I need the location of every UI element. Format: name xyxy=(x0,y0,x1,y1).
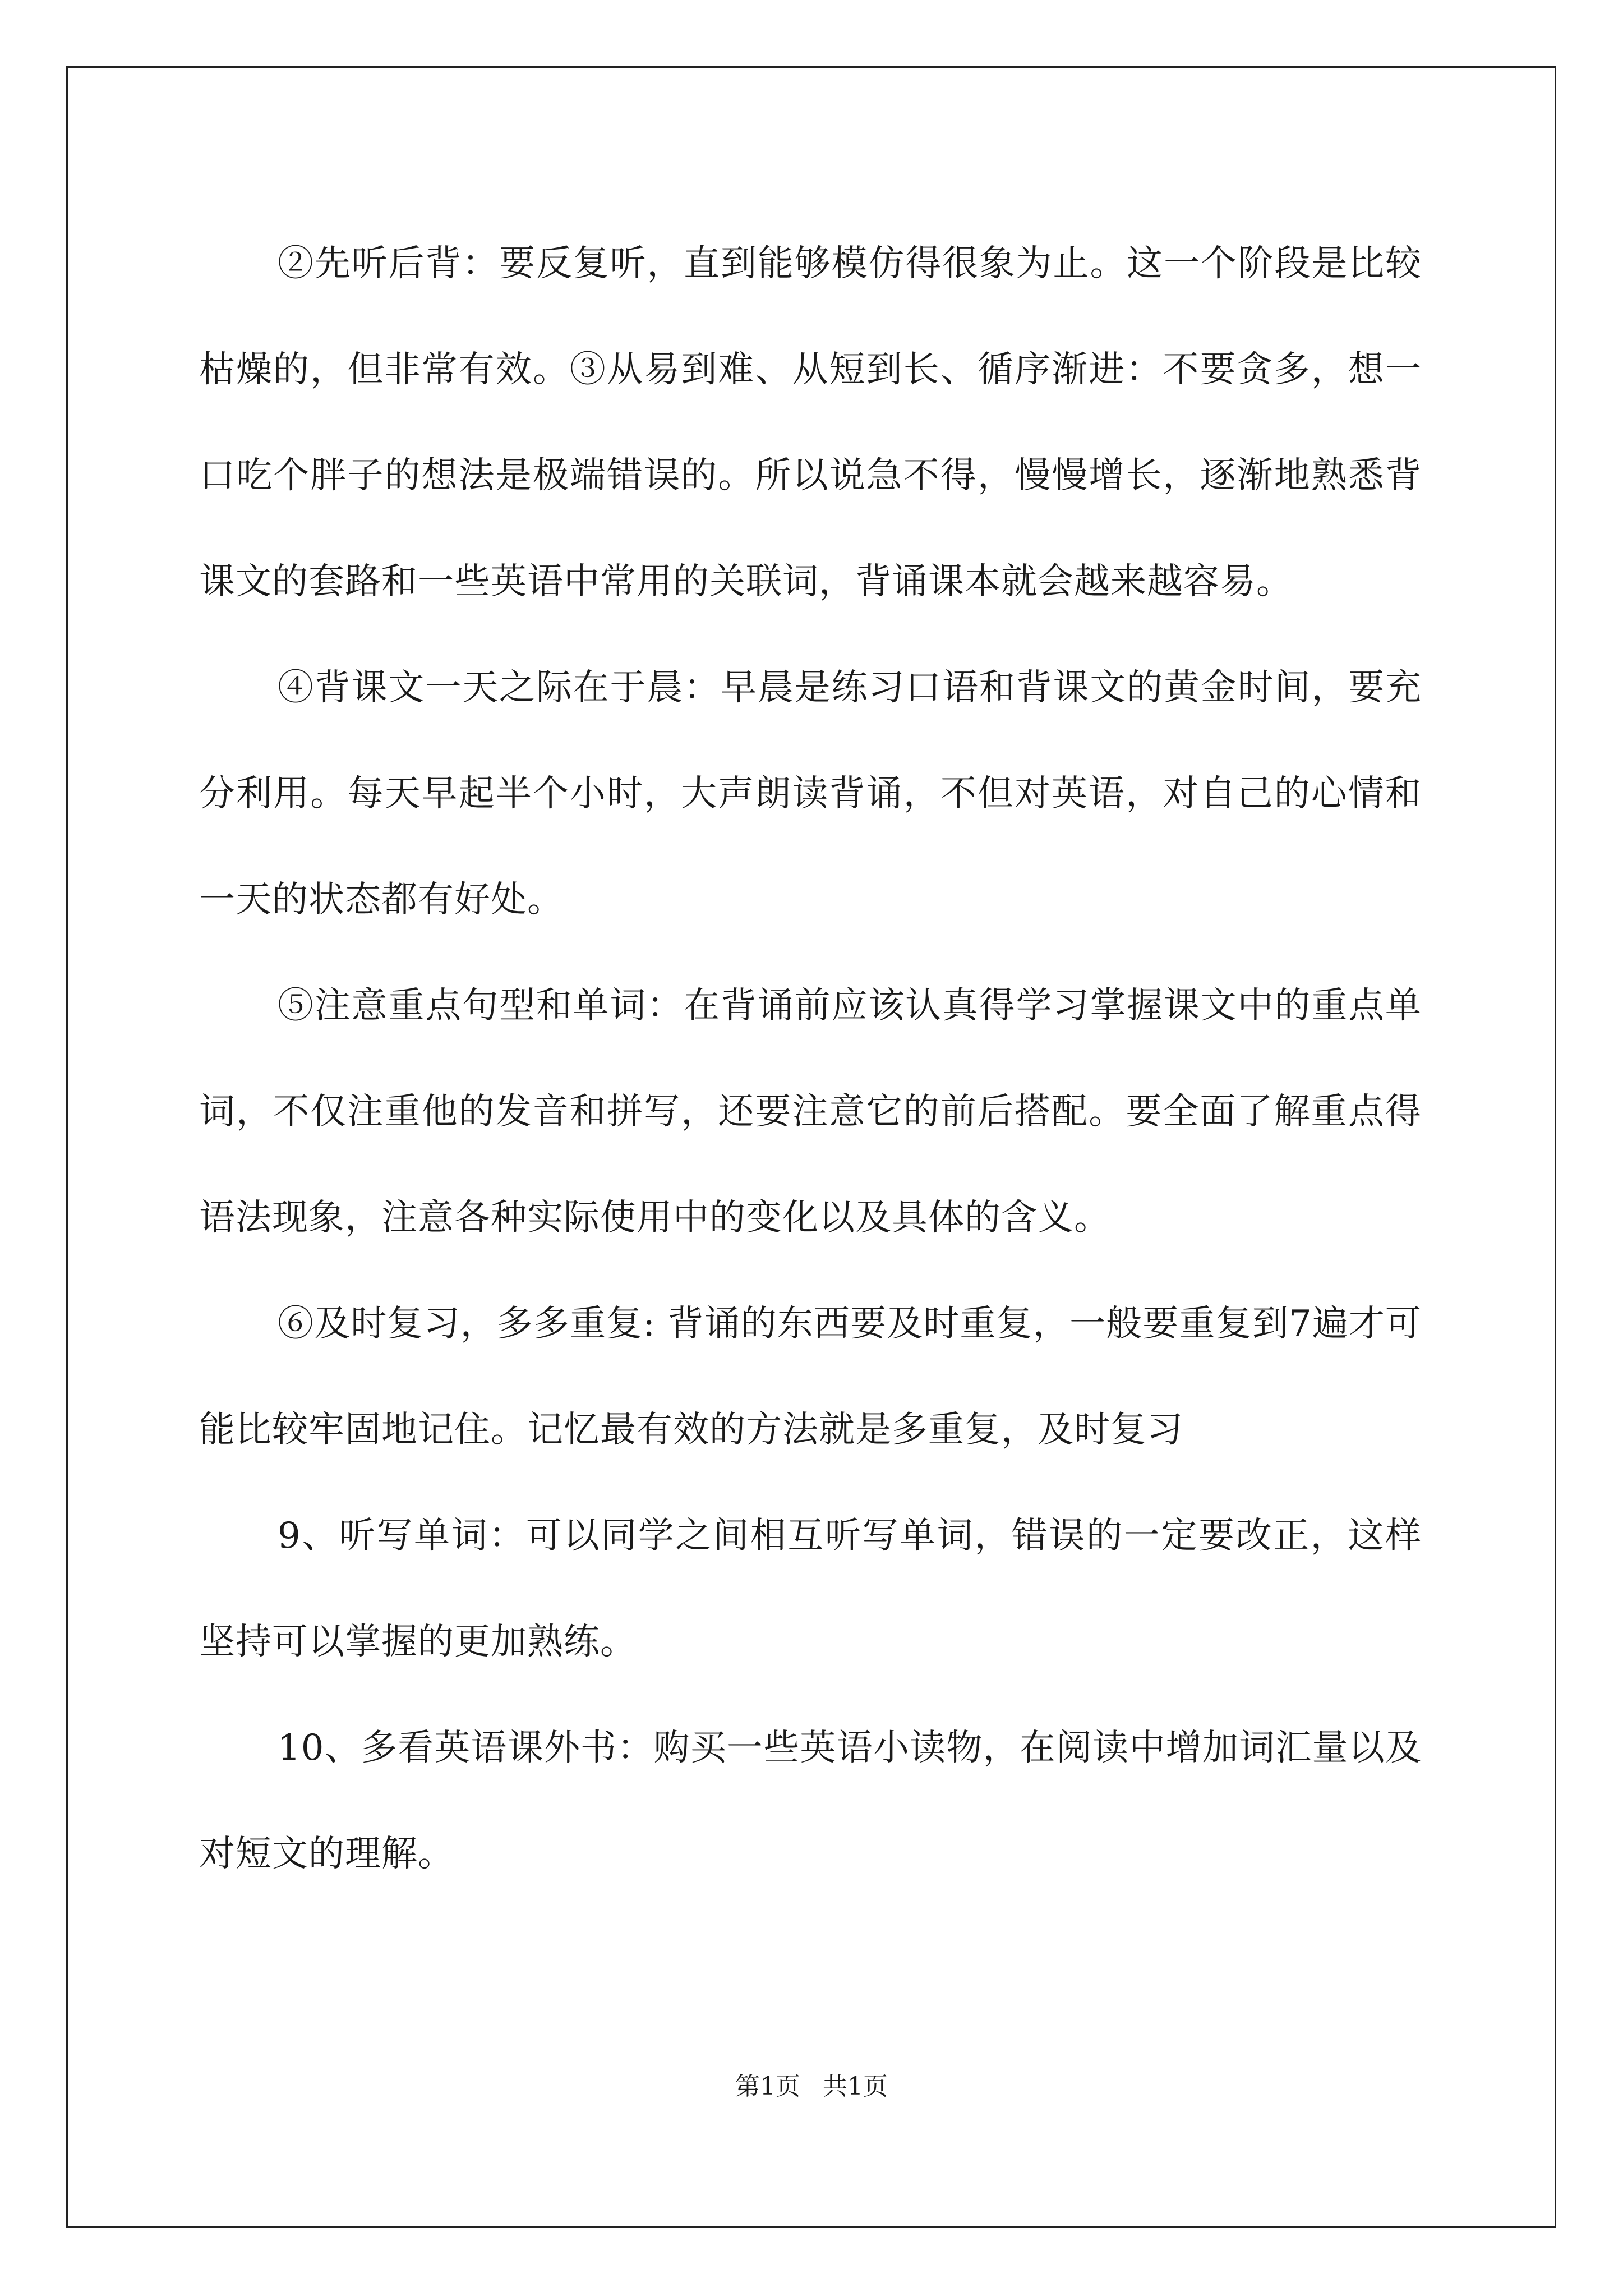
paragraph: ⑥及时复习，多多重复: 背诵的东西要及时重复，一般要重复到7遍才可能比较牢固地记住。记忆最有效的方法就是多重复，及时复习 xyxy=(199,1303,1422,1451)
paragraph: ④背课文一天之际在于晨：早晨是练习口语和背课文的黄金时间，要充分利用。每天早起半个小时，大声朗读背诵，不但对英语，对自己的心情和一天的状态都有好处。 xyxy=(199,667,1422,921)
page-number-total: 共1页 xyxy=(823,2072,888,2101)
paragraph: 9、听写单词：可以同学之间相互听写单词，错误的一定要改正，这样坚持可以掌握的更加熟练。 xyxy=(199,1515,1422,1663)
page-footer xyxy=(0,2070,1623,2104)
paragraph: ②先听后背：要反复听，直到能够模仿得很象为止。这一个阶段是比较枯燥的，但非常有效。③从易到难、从短到长、循序渐进：不要贪多，想一口吃个胖子的想法是极端错误的。所以说急不得，慢慢增长，逐渐地熟悉背课文的套路和一些英语中常用的关联词，背诵课本就会越来越容易。 xyxy=(199,243,1422,602)
page-number-current: 第1页 xyxy=(735,2072,800,2101)
paragraph: 10、多看英语课外书：购买一些英语小读物，在阅读中增加词汇量以及对短文的理解。 xyxy=(199,1727,1422,1875)
document-body xyxy=(199,211,1422,1907)
paragraph: ⑤注意重点句型和单词：在背诵前应该认真得学习掌握课文中的重点单词，不仅注重他的发音和拼写，还要注意它的前后搭配。要全面了解重点得语法现象，注意各种实际使用中的变化以及具体的含义。 xyxy=(199,985,1422,1239)
